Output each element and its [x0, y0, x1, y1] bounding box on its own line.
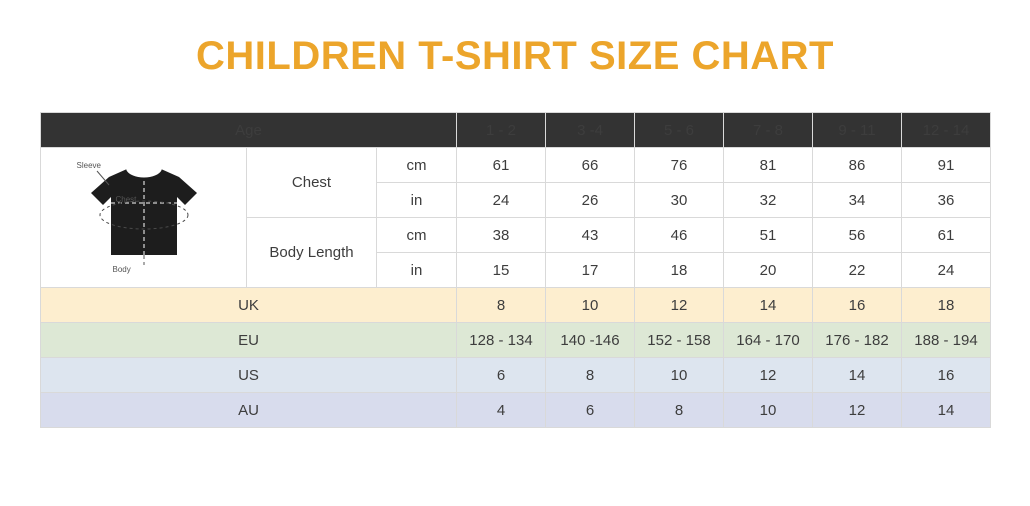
cell-body-length-in-3-4: 17 — [546, 253, 635, 288]
cell-us-9-11: 14 — [813, 358, 902, 393]
header-age-1-2: 1 - 2 — [457, 113, 546, 148]
cell-eu-1-2: 128 - 134 — [457, 323, 546, 358]
header-age-3-4: 3 -4 — [546, 113, 635, 148]
header-age-7-8: 7 - 8 — [724, 113, 813, 148]
table-header-row — [41, 113, 991, 148]
cell-chest-cm-7-8: 81 — [724, 148, 813, 183]
table-row — [41, 393, 991, 428]
page-title: CHILDREN T-SHIRT SIZE CHART — [196, 34, 834, 78]
header-age: Age — [41, 113, 457, 148]
cell-uk-9-11: 16 — [813, 288, 902, 323]
header-age-9-11: 9 - 11 — [813, 113, 902, 148]
cell-uk-7-8: 14 — [724, 288, 813, 323]
size-chart-table — [40, 112, 991, 428]
diagram-label-sleeve: Sleeve — [76, 160, 101, 170]
cell-uk-1-2: 8 — [457, 288, 546, 323]
unit-body-length-in: in — [377, 253, 457, 288]
table-row — [41, 358, 991, 393]
cell-us-5-6: 10 — [635, 358, 724, 393]
cell-uk-5-6: 12 — [635, 288, 724, 323]
cell-us-12-14: 16 — [902, 358, 991, 393]
cell-body-length-cm-9-11: 56 — [813, 218, 902, 253]
unit-chest-cm: cm — [377, 148, 457, 183]
cell-uk-12-14: 18 — [902, 288, 991, 323]
cell-body-length-cm-1-2: 38 — [457, 218, 546, 253]
size-chart-table-wrapper — [40, 112, 990, 428]
cell-chest-cm-1-2: 61 — [457, 148, 546, 183]
tshirt-diagram — [69, 159, 219, 277]
cell-body-length-in-7-8: 20 — [724, 253, 813, 288]
cell-eu-12-14: 188 - 194 — [902, 323, 991, 358]
cell-eu-9-11: 176 - 182 — [813, 323, 902, 358]
cell-body-length-in-12-14: 24 — [902, 253, 991, 288]
cell-body-length-in-9-11: 22 — [813, 253, 902, 288]
unit-chest-in: in — [377, 183, 457, 218]
table-row — [41, 288, 991, 323]
row-label-au: AU — [41, 393, 457, 428]
cell-chest-in-5-6: 30 — [635, 183, 724, 218]
table-row — [41, 148, 991, 183]
row-label-body-length: Body Length — [247, 218, 377, 288]
diagram-label-chest: Chest — [115, 194, 137, 204]
cell-chest-in-12-14: 36 — [902, 183, 991, 218]
cell-au-9-11: 12 — [813, 393, 902, 428]
cell-chest-in-3-4: 26 — [546, 183, 635, 218]
cell-chest-cm-9-11: 86 — [813, 148, 902, 183]
cell-body-length-cm-12-14: 61 — [902, 218, 991, 253]
cell-body-length-in-1-2: 15 — [457, 253, 546, 288]
table-row — [41, 323, 991, 358]
cell-eu-3-4: 140 -146 — [546, 323, 635, 358]
cell-body-length-in-5-6: 18 — [635, 253, 724, 288]
tshirt-icon — [69, 159, 219, 277]
header-age-5-6: 5 - 6 — [635, 113, 724, 148]
cell-au-7-8: 10 — [724, 393, 813, 428]
row-label-uk: UK — [41, 288, 457, 323]
cell-au-12-14: 14 — [902, 393, 991, 428]
cell-eu-5-6: 152 - 158 — [635, 323, 724, 358]
cell-body-length-cm-7-8: 51 — [724, 218, 813, 253]
row-label-eu: EU — [41, 323, 457, 358]
cell-au-1-2: 4 — [457, 393, 546, 428]
cell-au-3-4: 6 — [546, 393, 635, 428]
cell-uk-3-4: 10 — [546, 288, 635, 323]
row-label-us: US — [41, 358, 457, 393]
row-label-chest: Chest — [247, 148, 377, 218]
cell-chest-in-1-2: 24 — [457, 183, 546, 218]
header-age-12-14: 12 - 14 — [902, 113, 991, 148]
cell-us-7-8: 12 — [724, 358, 813, 393]
cell-chest-cm-3-4: 66 — [546, 148, 635, 183]
cell-chest-cm-5-6: 76 — [635, 148, 724, 183]
cell-chest-cm-12-14: 91 — [902, 148, 991, 183]
cell-au-5-6: 8 — [635, 393, 724, 428]
cell-chest-in-7-8: 32 — [724, 183, 813, 218]
unit-body-length-cm: cm — [377, 218, 457, 253]
cell-chest-in-9-11: 34 — [813, 183, 902, 218]
diagram-label-body: Body — [112, 264, 131, 274]
cell-body-length-cm-5-6: 46 — [635, 218, 724, 253]
cell-body-length-cm-3-4: 43 — [546, 218, 635, 253]
cell-us-1-2: 6 — [457, 358, 546, 393]
tshirt-diagram-cell — [41, 148, 247, 288]
cell-eu-7-8: 164 - 170 — [724, 323, 813, 358]
cell-us-3-4: 8 — [546, 358, 635, 393]
